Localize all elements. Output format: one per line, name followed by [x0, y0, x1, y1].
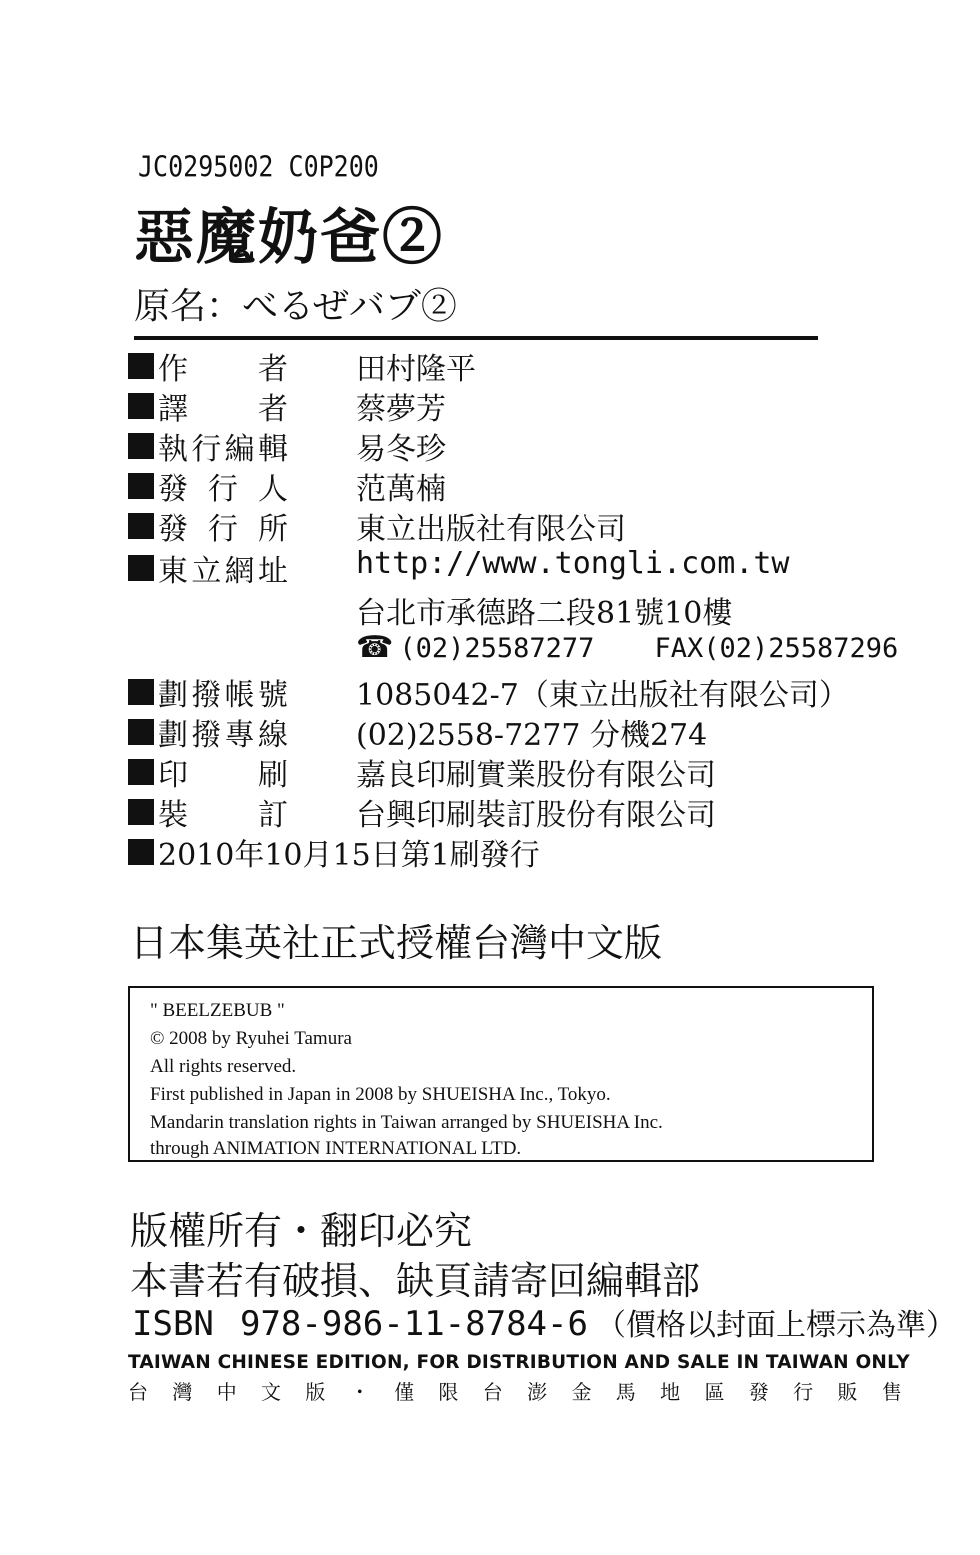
bullet-square	[128, 393, 154, 419]
distribution-char: 金	[571, 1380, 592, 1404]
distribution-char: 馬	[615, 1380, 636, 1404]
damage-notice: 本書若有破損、缺頁請寄回編輯部	[130, 1259, 701, 1303]
bullet-square	[128, 353, 154, 379]
credit-value: 1085042-7（東立出版社有限公司）	[356, 678, 849, 713]
credit-value: (02)2558-7277 分機274	[356, 718, 708, 753]
distribution-char: 僅	[394, 1380, 415, 1404]
copyright-line: First published in Japan in 2008 by SHUEISHA Inc., Tokyo.	[150, 1084, 611, 1105]
distribution-char: 版	[305, 1380, 326, 1404]
distribution-char: 台	[482, 1380, 503, 1404]
credit-label: 劃撥專線	[158, 718, 288, 753]
distribution-char: 發	[748, 1380, 769, 1404]
copyright-line: © 2008 by Ryuhei Tamura	[150, 1028, 352, 1049]
copyright-line: " BEELZEBUB "	[150, 1000, 285, 1021]
distribution-chinese	[128, 1376, 902, 1405]
credit-value: 台興印刷裝訂股份有限公司	[356, 798, 716, 833]
bullet-square	[128, 513, 154, 539]
copyright-box	[128, 986, 874, 1162]
bullet-square	[128, 759, 154, 785]
distribution-char: 販	[837, 1380, 858, 1404]
distribution-char: 地	[660, 1380, 681, 1404]
credit-value: 東立出版社有限公司	[356, 512, 626, 547]
copyright-line: Mandarin translation rights in Taiwan arranged by SHUEISHA Inc.	[150, 1112, 663, 1133]
credit-label: 印 刷	[158, 758, 288, 793]
rights-notice: 版權所有・翻印必究	[130, 1209, 473, 1253]
distribution-char: 台	[128, 1380, 148, 1404]
original-title: 原名：べるぜバブ②	[134, 286, 457, 327]
bullet-square	[128, 799, 154, 825]
credit-label: 發行所	[158, 512, 288, 547]
credit-value: 易冬珍	[356, 432, 446, 467]
distribution-english: TAIWAN CHINESE EDITION, FOR DISTRIBUTION AND SALE IN TAIWAN ONLY	[128, 1352, 910, 1373]
distribution-char: 限	[438, 1380, 459, 1404]
copyright-line: All rights reserved.	[150, 1056, 297, 1077]
publication-date: 2010年10月15日第1刷發行	[158, 838, 540, 873]
address: 台北市承德路二段81號10樓	[356, 596, 733, 631]
isbn-number: 978-986-11-8784-6	[239, 1304, 588, 1344]
credit-label: 發行人	[158, 472, 288, 507]
credit-value: 蔡夢芳	[356, 392, 446, 427]
distribution-char: 澎	[527, 1380, 548, 1404]
distribution-char: 灣	[172, 1380, 193, 1404]
title-divider	[134, 336, 818, 340]
bullet-square	[128, 555, 154, 581]
license-statement: 日本集英社正式授權台灣中文版	[130, 921, 663, 965]
bullet-square	[128, 433, 154, 459]
product-code: JC0295002 C0P200	[138, 150, 379, 184]
publication-date-line	[128, 830, 540, 874]
bullet-square	[128, 473, 154, 499]
credit-value: 嘉良印刷實業股份有限公司	[356, 758, 716, 793]
isbn-line	[132, 1300, 956, 1344]
bullet-square	[128, 839, 154, 865]
telephone-icon: ☎	[356, 630, 394, 665]
website-link[interactable]: http://www.tongli.com.tw	[356, 546, 790, 581]
distribution-char: ・	[349, 1380, 370, 1404]
credit-label: 譯 者	[158, 392, 288, 427]
credit-label: 作 者	[158, 352, 288, 387]
phone-number: (02)25587277	[399, 633, 595, 664]
price-note: （價格以封面上標示為準）	[595, 1308, 956, 1343]
fax-number: FAX(02)25587296	[654, 633, 899, 664]
credit-label: 執行編輯	[158, 432, 288, 467]
distribution-char: 售	[881, 1380, 902, 1404]
credit-label: 劃撥帳號	[158, 678, 288, 713]
credit-value: 范萬楠	[356, 472, 446, 507]
distribution-char: 中	[216, 1380, 237, 1404]
distribution-char: 區	[704, 1380, 725, 1404]
distribution-char: 行	[793, 1380, 814, 1404]
distribution-char: 文	[261, 1380, 282, 1404]
credit-value: 田村隆平	[356, 352, 476, 387]
credit-label: 裝 訂	[158, 798, 288, 833]
credit-label: 東立網址	[158, 554, 288, 589]
isbn-prefix: ISBN	[132, 1304, 214, 1344]
copyright-line: through ANIMATION INTERNATIONAL LTD.	[150, 1138, 522, 1159]
bullet-square	[128, 679, 154, 705]
bullet-square	[128, 719, 154, 745]
book-title: 惡魔奶爸②	[134, 203, 444, 273]
contact-line	[356, 630, 898, 665]
